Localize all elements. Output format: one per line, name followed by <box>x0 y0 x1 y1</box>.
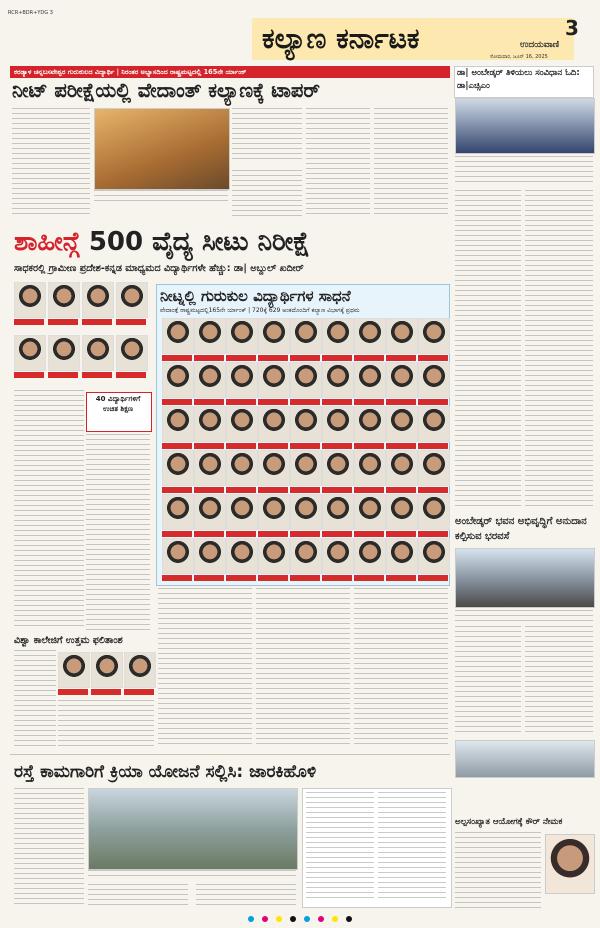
student-photo <box>354 538 384 581</box>
gurukul-student-grid <box>162 318 446 580</box>
student-photo <box>258 494 288 537</box>
student-photo <box>418 450 448 493</box>
student-photo <box>194 406 224 449</box>
student-photo <box>354 362 384 405</box>
student-photo <box>290 406 320 449</box>
date-line: ಸೋಮವಾರ, ಜೂನ್ 16, 2025 <box>490 54 548 60</box>
student-photo <box>386 318 416 361</box>
student-photo <box>290 494 320 537</box>
lead-col-2b <box>232 170 302 216</box>
registration-marks <box>100 916 500 924</box>
ambedkar-col-b <box>525 626 593 736</box>
student-photo <box>322 362 352 405</box>
lead-kicker: ಕರಡ್ಯಾಳ ಚನ್ನಬಸವೇಶ್ವರ ಗುರುಕುಲದ ವಿದ್ಯಾರ್ಥಿ | ನಿರಂತರ ಅಭ್ಯಾಸದಿಂದ ರಾಷ್ಟ್ರಮಟ್ಟದಲ್ಲಿ 165ನೇ ರ್ಯಾಂಕ್ <box>14 68 247 76</box>
section-divider <box>10 754 450 755</box>
student-photo <box>82 282 112 333</box>
bottom-mid-text-b <box>378 792 446 902</box>
student-photo <box>290 538 320 581</box>
student-photo <box>418 362 448 405</box>
student-photo <box>226 406 256 449</box>
vishwa-col-2 <box>58 700 154 750</box>
right-col-b <box>525 190 593 510</box>
page-number: 3 <box>565 16 579 40</box>
bottom-mid-text-a <box>306 792 374 902</box>
student-photo <box>258 362 288 405</box>
student-photo <box>124 652 154 696</box>
brand-name: ಉದಯವಾಣಿ <box>520 40 560 50</box>
bottom-right-col <box>455 832 541 908</box>
right-col-a <box>455 190 521 510</box>
box-40-text <box>86 434 150 630</box>
student-photo <box>322 494 352 537</box>
student-photo <box>418 406 448 449</box>
right-top-photo <box>455 98 595 154</box>
ambedkar-photo-2 <box>455 740 595 778</box>
student-photo <box>91 652 121 696</box>
gurukul-col-3 <box>354 588 448 748</box>
shaheen-subhead: ಸಾಧಕರಲ್ಲಿ ಗ್ರಾಮೀಣ ಪ್ರದೇಶ-ಕನ್ನಡ ಮಾಧ್ಯಮದ ವಿದ್ಯಾರ್ಥಿಗಳೇ ಹೆಚ್ಚು: ಡಾ| ಅಬ್ದುಲ್ ಖದೀರ್ <box>14 263 304 274</box>
student-photo <box>322 538 352 581</box>
road-photo <box>88 788 298 870</box>
vishwa-col-1 <box>14 650 56 750</box>
student-photo <box>162 362 192 405</box>
box-40-headline: 40 ವಿದ್ಯಾರ್ಥಿಗಳಿಗೆ ಉಚಿತ ಶಿಕ್ಷಣ <box>95 395 141 413</box>
student-photo <box>386 362 416 405</box>
student-photo <box>116 335 146 386</box>
ambedkar-col-a <box>455 626 521 736</box>
student-photo <box>418 494 448 537</box>
page-slug: RCR+BDR+YDG 3 <box>8 10 53 16</box>
student-photo <box>258 538 288 581</box>
student-photo <box>48 335 78 386</box>
shaheen-headline-rest: ಗೆ 500 ವೈದ್ಯ ಸೀಟು ನಿರೀಕ್ಷೆ <box>79 227 311 257</box>
student-photo <box>162 494 192 537</box>
student-photo <box>258 406 288 449</box>
student-photo <box>354 406 384 449</box>
student-photo <box>226 538 256 581</box>
student-photo <box>226 362 256 405</box>
right-top-caption <box>455 156 593 184</box>
vishwa-headline: ವಿಶ್ವಾ ಕಾಲೇಜಿಗೆ ಉತ್ತಮ ಫಲಿತಾಂಶ <box>14 635 123 646</box>
right-top-headline: ಡಾ| ಅಂಬೇಡ್ಕರ್ ತಿಳಿಯಲು ಸಂವಿಧಾನ ಓದಿ: ಡಾ|ಎಚ್ಸಿಎಂ <box>457 68 580 91</box>
ambedkar-bhavan-headline: ಅಂಬೇಡ್ಕರ್ ಭವನ ಅಭಿವೃದ್ಧಿಗೆ ಅನುದಾನ ಕಲ್ಪಿಸುವ ಭರವಸೆ <box>455 516 587 542</box>
road-col-1 <box>14 788 84 906</box>
road-photo-caption <box>88 870 296 880</box>
student-photo <box>162 450 192 493</box>
student-photo <box>386 494 416 537</box>
student-photo <box>194 538 224 581</box>
student-photo <box>226 318 256 361</box>
lead-headline: ನೀಟ್ ಪರೀಕ್ಷೆಯಲ್ಲಿ ವೇದಾಂತ್ ಕಲ್ಯಾಣಕ್ಕೆ ಟಾಪರ್ <box>12 79 321 102</box>
lead-photo-caption <box>94 190 228 202</box>
gurukul-subline: ವೇದಾಂತ್ಗೆ ರಾಷ್ಟ್ರಮಟ್ಟದಲ್ಲಿ165ನೇ ರ್ಯಾಂಕ್ | 720ಕ್ಕೆ 629 ಅಂಕದೊಂದಿಗೆ ಕಲ್ಯಾಣ ವಿಭಾಗಕ್ಕೆ ಪ್ರಥಮ <box>160 307 360 314</box>
student-photo <box>418 538 448 581</box>
ambedkar-caption <box>455 610 593 622</box>
shaheen-thumb-grid <box>14 282 154 386</box>
student-photo <box>418 318 448 361</box>
gurukul-col-2 <box>256 588 350 748</box>
shaheen-headline-red: ಶಾಹೀನ್ <box>14 227 80 257</box>
student-photo <box>354 494 384 537</box>
student-photo <box>290 362 320 405</box>
student-photo <box>226 450 256 493</box>
student-photo <box>386 406 416 449</box>
lead-col-1 <box>12 108 90 216</box>
student-photo <box>194 450 224 493</box>
shaheen-col-1 <box>14 390 84 630</box>
student-photo <box>290 318 320 361</box>
student-photo <box>162 318 192 361</box>
student-photo <box>116 282 146 333</box>
student-photo <box>258 450 288 493</box>
road-col-2 <box>88 884 188 908</box>
student-photo <box>162 538 192 581</box>
student-photo <box>48 282 78 333</box>
student-photo <box>386 450 416 493</box>
lead-photo <box>94 108 230 190</box>
student-photo <box>290 450 320 493</box>
gurukul-col-1 <box>158 588 252 748</box>
student-photo <box>14 335 44 386</box>
student-photo <box>162 406 192 449</box>
student-photo <box>322 318 352 361</box>
lead-col-3 <box>306 108 370 216</box>
student-photo <box>58 652 88 696</box>
vishwa-photos <box>58 652 154 696</box>
gurukul-headline: ನೀಟ್ನಲ್ಲಿ ಗುರುಕುಲ ವಿದ್ಯಾರ್ಥಿಗಳ ಸಾಧನೆ <box>160 287 351 305</box>
road-headline: ರಸ್ತೆ ಕಾಮಗಾರಿಗೆ ಕ್ರಿಯಾ ಯೋಜನೆ ಸಲ್ಲಿಸಿ: ಜಾರಕಿಹೊಳಿ <box>14 762 317 782</box>
lead-col-2 <box>232 108 302 160</box>
student-photo <box>14 282 44 333</box>
shaheen-headline <box>14 225 454 259</box>
student-photo <box>322 406 352 449</box>
student-photo <box>194 362 224 405</box>
student-photo <box>322 450 352 493</box>
student-photo <box>194 318 224 361</box>
road-col-3 <box>196 884 296 908</box>
student-photo <box>82 335 112 386</box>
student-photo <box>258 318 288 361</box>
ambedkar-photo <box>455 548 595 608</box>
student-photo <box>226 494 256 537</box>
lead-col-4 <box>374 108 448 216</box>
masthead-title: ಕಲ್ಯಾಣ ಕರ್ನಾಟಕ <box>262 22 420 55</box>
student-photo <box>386 538 416 581</box>
student-photo <box>194 494 224 537</box>
bottom-right-photo <box>545 834 595 894</box>
student-photo <box>354 450 384 493</box>
student-photo <box>354 318 384 361</box>
bottom-right-headline: ಅಲ್ಪಸಂಖ್ಯಾತ ಆಯೋಗಕ್ಕೆ ಕೌರ್ ನೇಮಕ <box>455 817 563 827</box>
